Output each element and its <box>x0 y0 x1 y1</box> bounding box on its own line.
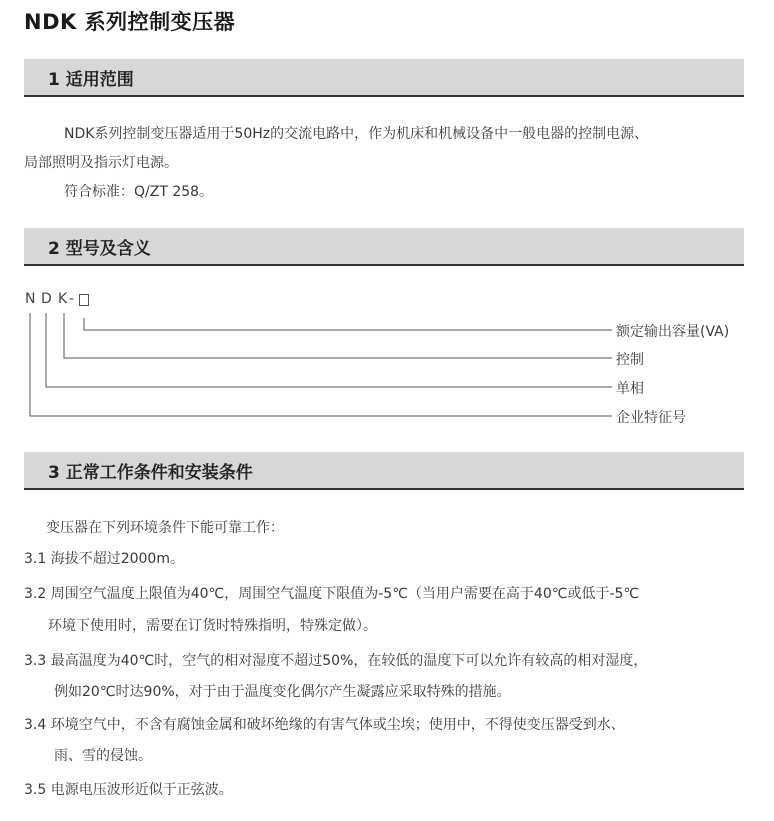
section-heading-text: 3 正常工作条件和安装条件 <box>48 463 253 483</box>
section-heading-text: 1 适用范围 <box>48 70 134 90</box>
condition-item-temperature-line-2: 环境下使用时，需要在订货时特殊指明，特殊定做）。 <box>48 618 377 634</box>
condition-item-temperature-line-1: 3.2 周围空气温度上限值为40℃，周围空气温度下限值为-5℃（当用户需要在高于40℃或低于-5℃ <box>24 586 640 602</box>
leader-line-enterprise <box>30 313 612 416</box>
condition-item-altitude: 3.1 海拔不超过2000m。 <box>24 551 184 567</box>
condition-item-waveform: 3.5 电源电压波形近似于正弦波。 <box>24 782 233 798</box>
page-title: NDK 系列控制变压器 <box>24 10 236 34</box>
condition-item-environment-line-1: 3.4 环境空气中，不含有腐蚀金属和破坏绝缘的有害气体或尘埃；使用中，不得使变压器受到水、 <box>24 717 625 733</box>
code-letter-n: N <box>25 291 36 307</box>
label-rated-capacity: 额定输出容量(VA) <box>616 324 730 340</box>
section-heading-text: 2 型号及含义 <box>48 239 151 259</box>
leader-line-single-phase <box>46 313 612 387</box>
model-code-diagram <box>0 285 774 435</box>
section-heading-conditions <box>24 452 744 490</box>
leader-line-capacity <box>84 318 612 330</box>
label-single-phase: 单相 <box>616 381 644 397</box>
section-heading-model <box>24 228 744 266</box>
scope-paragraph-line-1: NDK系列控制变压器适用于50Hz的交流电路中，作为机床和机械设备中一般电器的控制电源、 <box>64 126 649 142</box>
conditions-intro: 变压器在下列环境条件下能可靠工作： <box>46 520 284 536</box>
standard-reference: 符合标准：Q/ZT 258。 <box>64 184 214 200</box>
code-letter-d: D <box>41 291 52 307</box>
label-control: 控制 <box>616 352 644 368</box>
leader-line-control <box>64 313 612 358</box>
section-heading-scope <box>24 59 744 97</box>
scope-paragraph-line-2: 局部照明及指示灯电源。 <box>24 155 178 171</box>
code-placeholder-box <box>79 294 89 306</box>
code-dash: - <box>69 291 75 307</box>
condition-item-humidity-line-2: 例如20℃时达90%，对于由于温度变化偶尔产生凝露应采取特殊的措施。 <box>54 684 511 700</box>
condition-item-environment-line-2: 雨、雪的侵蚀。 <box>54 748 152 764</box>
label-enterprise-code: 企业特征号 <box>616 410 686 426</box>
condition-item-humidity-line-1: 3.3 最高温度为40℃时，空气的相对湿度不超过50%，在较低的温度下可以允许有较高的相对湿度， <box>24 653 648 669</box>
code-letter-k: K <box>58 291 68 307</box>
